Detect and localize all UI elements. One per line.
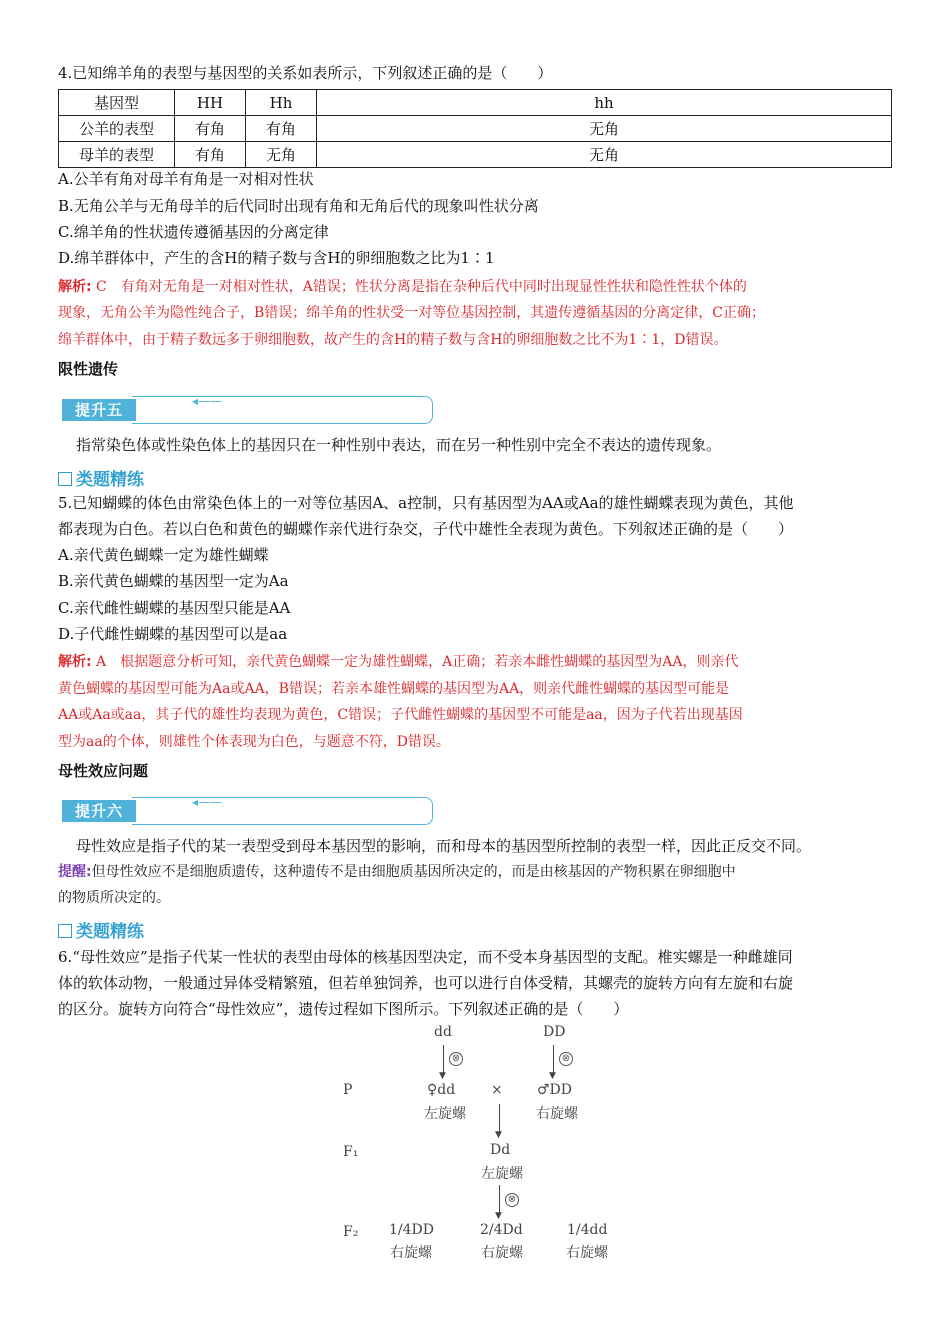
genotype-top-right: DD: [543, 1024, 566, 1040]
f2-genotype: 1/4dd: [567, 1222, 608, 1238]
f2-phenotype: 右旋螺: [481, 1245, 523, 1261]
q4-option-c: C.绵羊角的性状遗传遵循基因的分离定律: [58, 223, 329, 241]
practice-label: 类题精练: [76, 470, 144, 490]
checkbox-square-icon: [58, 924, 72, 938]
arrow-down-icon: ▼: [549, 1071, 556, 1081]
selfing-icon: ⊗: [559, 1052, 573, 1066]
q6-stem-line-1: 6.“母性效应”是指子代某一性状的表型由母体的核基因型决定，而不受本身基因型的支配。椎实螺是一种雌雄同: [58, 948, 793, 966]
practice-label: 类题精练: [76, 922, 144, 942]
cross-symbol: ×: [491, 1082, 503, 1098]
analysis-label: 解析:: [58, 654, 92, 670]
analysis-text: A 根据题意分析可知，亲代黄色蝴蝶一定为雄性蝴蝶，A正确；若亲本雌性蝴蝶的基因型为AA，则亲代: [91, 654, 739, 670]
table-header-cell: HH: [175, 90, 246, 116]
f1-phenotype: 左旋螺: [481, 1166, 523, 1182]
genotype-top-left: dd: [434, 1024, 452, 1040]
q4-stem: 4.已知绵羊角的表型与基因型的关系如表所示，下列叙述正确的是（ ）: [58, 64, 553, 82]
table-cell: 有角: [246, 116, 317, 142]
q4-analysis-line-1: [58, 277, 747, 297]
table-header-cell: Hh: [246, 90, 317, 116]
analysis-label: 解析:: [58, 279, 92, 295]
q4-analysis-line-2: 现象，无角公羊为隐性纯合子，B错误；绵羊角的性状受一对等位基因控制，其遗传遵循基因的分离定律，C正确；: [58, 305, 765, 321]
f2-phenotype: 右旋螺: [566, 1245, 608, 1261]
arrow-down-icon: ▼: [439, 1071, 446, 1081]
table-row: [59, 142, 892, 168]
p-male-genotype: ♂DD: [537, 1082, 572, 1098]
table-cell: 公羊的表型: [59, 116, 175, 142]
selfing-icon: ⊗: [505, 1193, 519, 1207]
selfing-icon: ⊗: [449, 1052, 463, 1066]
table-header-cell: hh: [317, 90, 892, 116]
table-header-cell: 基因型: [59, 90, 175, 116]
generation-f2-label: F₂: [343, 1224, 359, 1240]
table-row: [59, 90, 892, 116]
p-female-phenotype: 左旋螺: [424, 1106, 466, 1122]
p-male-phenotype: 右旋螺: [536, 1106, 578, 1122]
table-row: [59, 116, 892, 142]
q5-analysis-line-3: AA或Aa或aa，其子代的雄性均表现为黄色，C错误；子代雌性蝴蝶的基因型不可能是aa，因为子代若出现基因: [58, 707, 743, 723]
genotype-table: [58, 89, 892, 168]
table-cell: 有角: [175, 142, 246, 168]
q5-option-c: C.亲代雌性蝴蝶的基因型只能是AA: [58, 599, 291, 617]
banner-frame: [132, 396, 433, 424]
q5-analysis-line-1: [58, 652, 739, 672]
q5-analysis-line-4: 型为aa的个体，则雄性个体表现为白色，与题意不符，D错误。: [58, 734, 450, 750]
tip-line-1: [58, 862, 736, 882]
tip-label: 提醒:: [58, 864, 92, 880]
practice-heading: [58, 917, 144, 942]
q5-analysis-line-2: 黄色蝴蝶的基因型可能为Aa或AA，B错误；若亲本雄性蝴蝶的基因型为AA，则亲代雌性蝴蝶的基因型可能是: [58, 681, 730, 697]
q6-stem-line-2: 体的软体动物，一般通过异体受精繁殖，但若单独饲养，也可以进行自体受精，其螺壳的旋转方向有左旋和右旋: [58, 974, 794, 992]
checkbox-square-icon: [58, 472, 72, 486]
f2-genotype: 1/4DD: [389, 1222, 434, 1238]
banner-frame: [132, 797, 433, 825]
q5-option-a: A.亲代黄色蝴蝶一定为雄性蝴蝶: [58, 546, 269, 564]
banner-tisheng-5: [58, 396, 438, 426]
q5-option-d: D.子代雌性蝴蝶的基因型可以是aa: [58, 625, 288, 643]
q4-option-b: B.无角公羊与无角母羊的后代同时出现有角和无角后代的现象叫性状分离: [58, 197, 539, 215]
generation-p-label: P: [343, 1082, 353, 1098]
section-heading-maternal-effect: 母性效应问题: [58, 762, 149, 780]
table-cell: 无角: [317, 142, 892, 168]
section5-intro: 指常染色体或性染色体上的基因只在一种性别中表达，而在另一种性别中完全不表达的遗传现象。: [76, 436, 722, 454]
table-cell: 有角: [175, 116, 246, 142]
table-cell: 无角: [317, 116, 892, 142]
arrow-down-icon: ▼: [495, 1211, 502, 1221]
banner-label: 提升五: [62, 399, 136, 421]
q4-option-a: A.公羊有角对母羊有角是一对相对性状: [58, 170, 314, 188]
q4-option-d: D.绵羊群体中，产生的含H的精子数与含H的卵细胞数之比为1∶1: [58, 249, 495, 267]
analysis-text: C 有角对无角是一对相对性状，A错误；性状分离是指在杂种后代中同时出现显性性状和隐性性状个体的: [91, 279, 747, 295]
arrow-left-icon: ◂——: [192, 394, 223, 408]
generation-f1-label: F₁: [343, 1144, 359, 1160]
table-cell: 无角: [246, 142, 317, 168]
section6-intro: 母性效应是指子代的某一表型受到母本基因型的影响，而和母本的基因型所控制的表型一样，因此正反交不同。: [76, 837, 812, 855]
q5-option-b: B.亲代黄色蝴蝶的基因型一定为Aa: [58, 572, 289, 590]
tip-line-2: 的物质所决定的。: [58, 890, 170, 906]
arrow-down-icon: ▼: [495, 1130, 502, 1140]
q5-stem-line-1: 5.已知蝴蝶的体色由常染色体上的一对等位基因A、a控制，只有基因型为AA或Aa的雄性蝴蝶表现为黄色，其他: [58, 494, 794, 512]
q5-stem-line-2: 都表现为白色。若以白色和黄色的蝴蝶作亲代进行杂交，子代中雄性全表现为黄色。下列叙述正确的是（ ）: [58, 520, 794, 538]
section-heading-sex-limited: 限性遗传: [58, 360, 119, 378]
table-cell: 母羊的表型: [59, 142, 175, 168]
p-female-genotype: ♀dd: [427, 1082, 456, 1098]
f2-phenotype: 右旋螺: [390, 1245, 432, 1261]
q6-stem-line-3: 的区分。旋转方向符合“母性效应”，遗传过程如下图所示。下列叙述正确的是（ ）: [58, 1000, 629, 1018]
banner-label: 提升六: [62, 800, 136, 822]
q4-analysis-line-3: 绵羊群体中，由于精子数远多于卵细胞数，故产生的含H的精子数与含H的卵细胞数之比不为1∶1，D错误。: [58, 332, 728, 348]
f1-genotype: Dd: [490, 1142, 511, 1158]
banner-tisheng-6: [58, 797, 438, 827]
arrow-left-icon: ◂——: [192, 795, 223, 809]
f2-genotype: 2/4Dd: [480, 1222, 523, 1238]
tip-text: 但母性效应不是细胞质遗传，这种遗传不是由细胞质基因所决定的，而是由核基因的产物积累在卵细胞中: [91, 864, 736, 880]
practice-heading: [58, 465, 144, 490]
